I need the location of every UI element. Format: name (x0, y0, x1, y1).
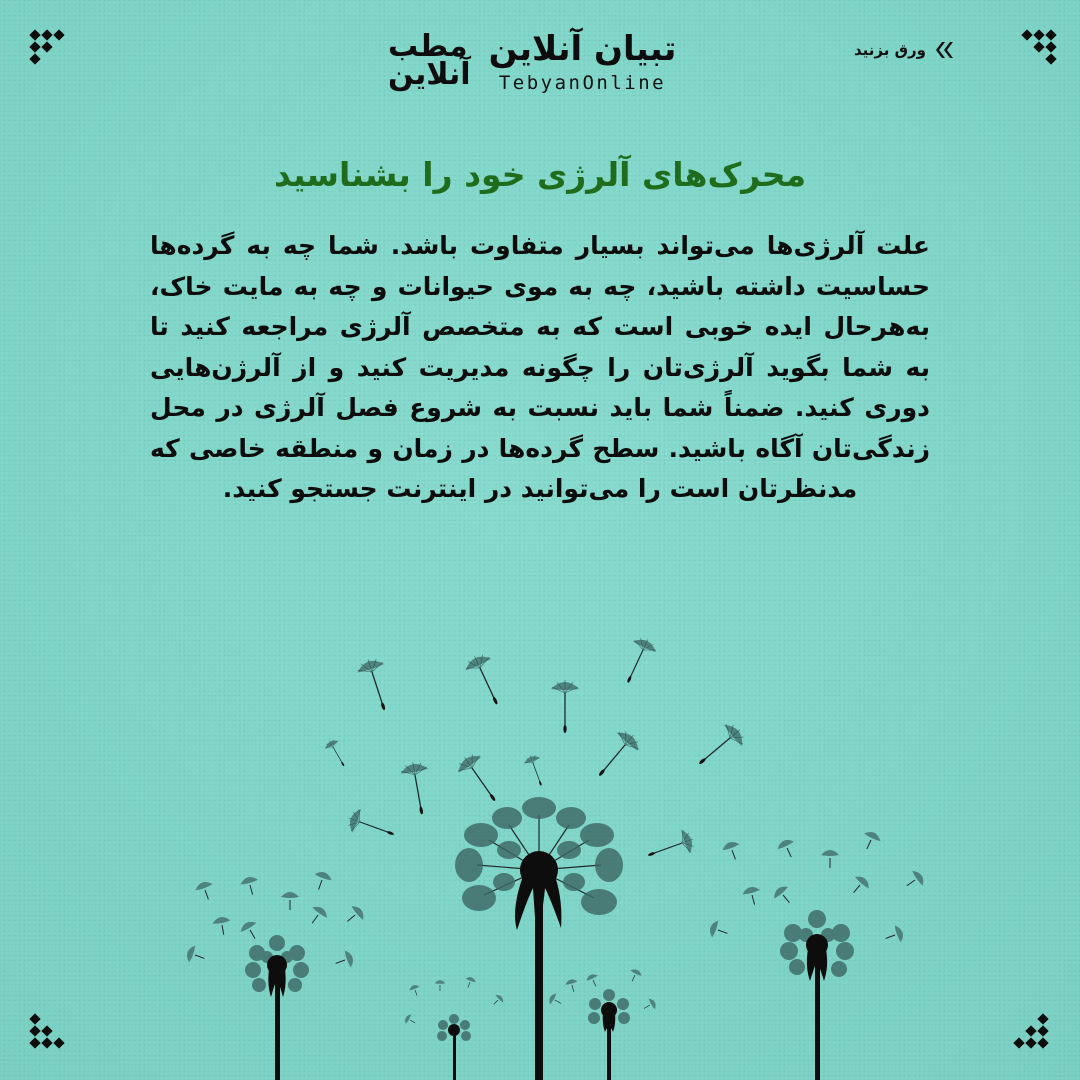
dandelion-left (184, 869, 367, 1080)
dandelion-small-left (403, 976, 505, 1080)
article-body: علت آلرژی‌ها می‌تواند بسیار متفاوت باشد. شما چه به گرده‌ها حساسیت داشته باشید، چه به موی حیوانات و چه به مایت خاک، به‌هرحال ایده خوبی است که به متخصص آلرژی مراجعه کنید تا به شما بگوید آلرژی‌تان را چگونه مدیریت کنید و از آلرژن‌هایی دوری کنید. ضمناً شما باید نسبت به شروع فصل آلرژی در محل زندگی‌تان آگاه باشید. سطح گرده‌ها در زمان و منطقه خاصی که مدنظرتان است را می‌توانید در اینترنت جستجو کنید. (150, 231, 930, 503)
tebyan-logo-fa: تبیان آنلاین (488, 29, 677, 69)
dandelion-right (707, 829, 926, 1080)
corner-diamond-dots-icon-top-right (1020, 28, 1060, 68)
tebyan-logo-en: TebyanOnline (498, 72, 667, 94)
swipe-label: ورق بزنید (854, 41, 926, 59)
matab-online-logo (388, 29, 471, 92)
matab-logo-line1: مطب (388, 29, 468, 64)
tebyan-online-logo (488, 29, 677, 94)
corner-diamond-dots-icon-top-left (28, 28, 68, 68)
brand-logos (388, 29, 698, 107)
article-title: محرک‌های آلرژی خود را بشناسید (273, 155, 806, 194)
dandelion-illustration (0, 620, 1080, 1080)
floating-seeds (323, 634, 749, 867)
dandelion-large (455, 797, 623, 1080)
matab-logo-line2: آنلاین (388, 57, 471, 92)
dandelion-small-right (547, 967, 658, 1080)
double-chevron-left-icon (932, 40, 954, 60)
swipe-hint[interactable] (854, 40, 954, 60)
